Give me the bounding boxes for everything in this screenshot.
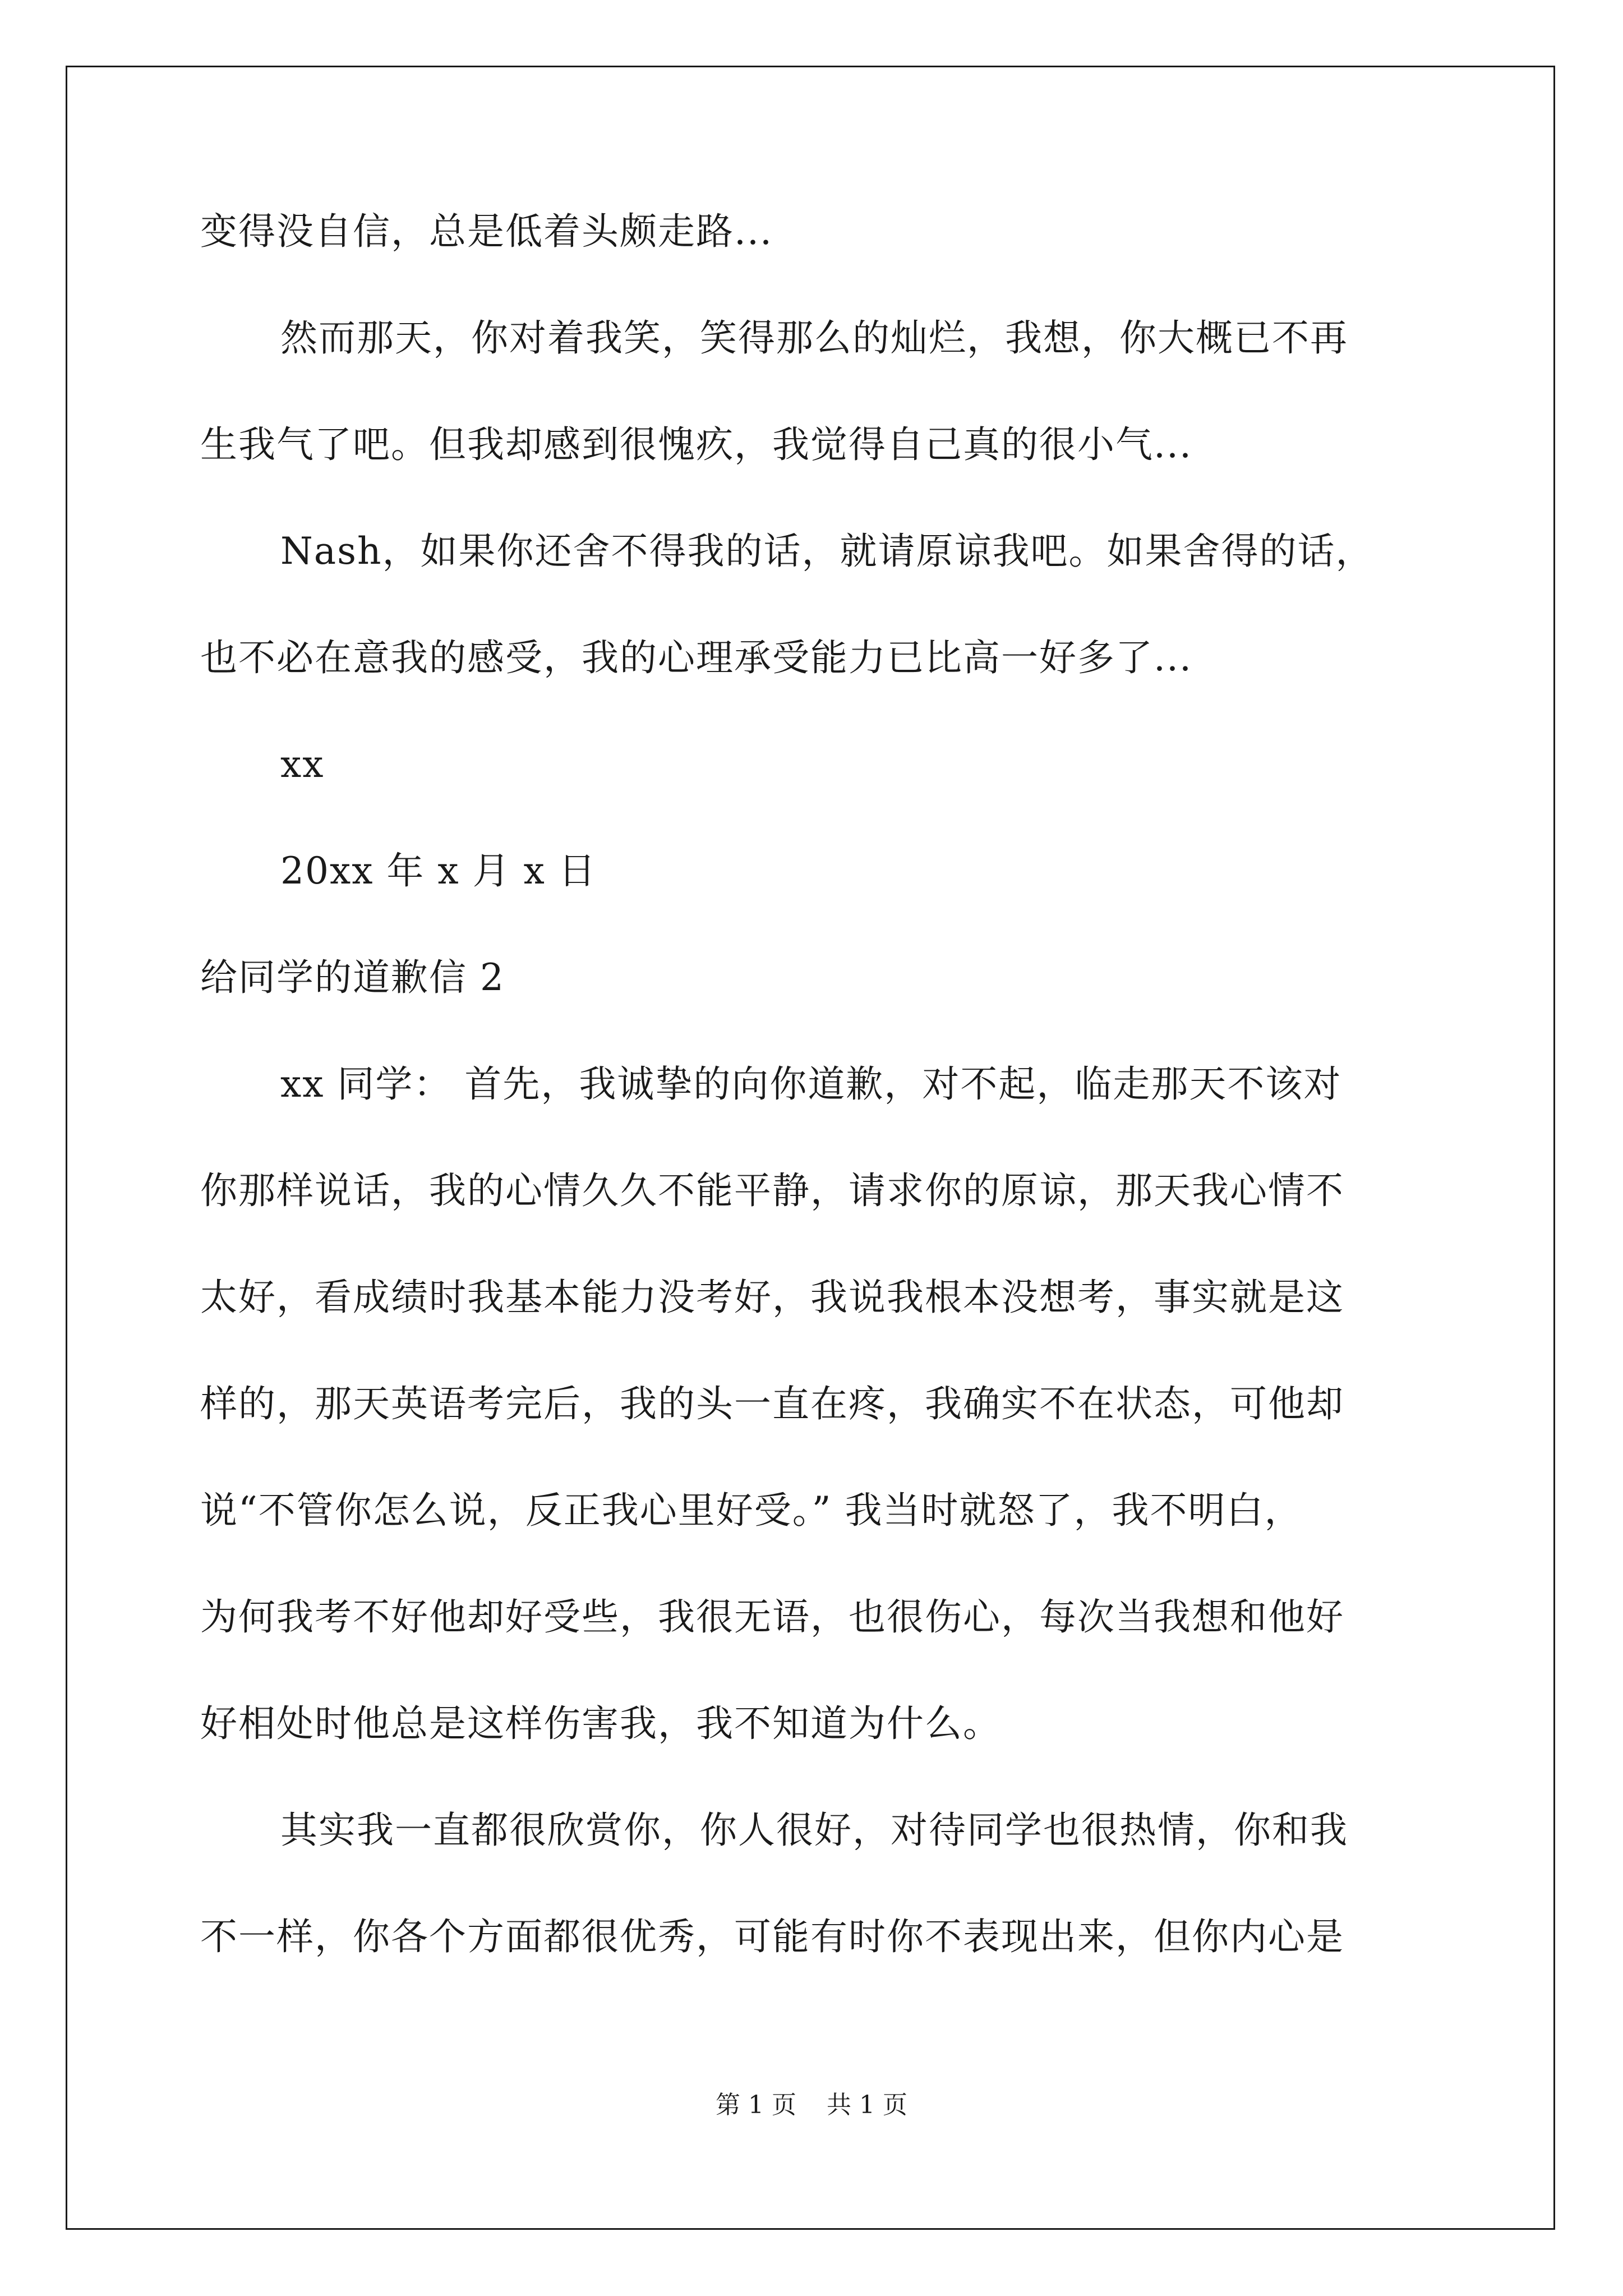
- page-footer: [0, 2085, 1623, 2120]
- text-line: 太好，看成绩时我基本能力没考好，我说我根本没想考，事实就是这: [200, 1276, 1344, 1319]
- signature-date: 20xx 年 x 月 x 日: [280, 849, 597, 892]
- text-line: 说“不管你怎么说，反正我心里好受。” 我当时就怒了，我不明白，: [200, 1489, 1303, 1532]
- text-line: 也不必在意我的感受，我的心理承受能力已比高一好多了...: [200, 636, 1192, 679]
- letter-body: [200, 210, 1456, 2025]
- text-line: xx 同学： 首先，我诚挚的向你道歉，对不起，临走那天不该对: [280, 1062, 1342, 1106]
- signature-name: xx: [280, 743, 325, 786]
- page-number: 第 1 页: [716, 2091, 796, 2119]
- text-line: 你那样说话，我的心情久久不能平静，请求你的原谅，那天我心情不: [200, 1169, 1344, 1212]
- text-line: 其实我一直都很欣赏你，你人很好，对待同学也很热情，你和我: [280, 1809, 1348, 1852]
- page-total: 共 1 页: [827, 2091, 907, 2119]
- text-line: Nash，如果你还舍不得我的话，就请原谅我吧。如果舍得的话，: [280, 530, 1374, 573]
- text-line: 不一样，你各个方面都很优秀，可能有时你不表现出来，但你内心是: [200, 1915, 1344, 1958]
- text-line: 样的，那天英语考完后，我的头一直在疼，我确实不在状态，可他却: [200, 1382, 1344, 1425]
- text-line: 变得没自信，总是低着头颇走路...: [200, 210, 773, 253]
- text-line: 然而那天，你对着我笑，笑得那么的灿烂，我想，你大概已不再: [280, 316, 1348, 360]
- text-line: 为何我考不好他却好受些，我很无语，也很伤心，每次当我想和他好: [200, 1595, 1344, 1639]
- text-line: 好相处时他总是这样伤害我，我不知道为什么。: [200, 1702, 1001, 1745]
- section-title: 给同学的道歉信 2: [200, 956, 505, 999]
- text-line: 生我气了吧。但我却感到很愧疚，我觉得自己真的很小气...: [200, 423, 1192, 466]
